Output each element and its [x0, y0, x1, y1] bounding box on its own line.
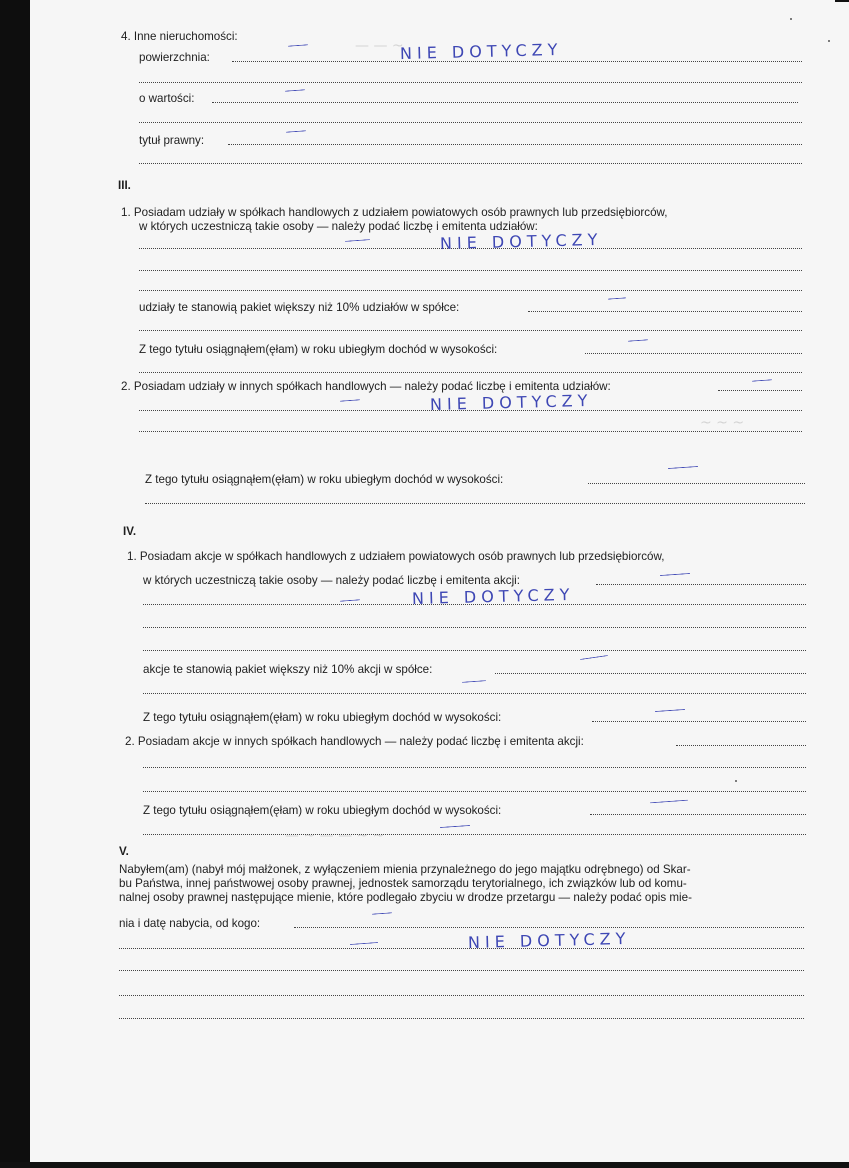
- scan-speck: [735, 780, 737, 782]
- handwritten-nie-dotyczy: NIE DOTYCZY: [429, 390, 593, 415]
- iv-q1-field[interactable]: [596, 584, 806, 585]
- handwritten-dash: [440, 825, 470, 828]
- iv-q1-share-field[interactable]: [495, 673, 806, 674]
- handwritten-dash: [350, 942, 378, 945]
- iv-q2-income-field-line2[interactable]: [143, 834, 806, 835]
- iii-q2-line1: 2. Posiadam udziały w innych spółkach handlowych — należy podać liczbę i emitenta udziałów:: [121, 380, 611, 393]
- handwritten-dash: [340, 599, 360, 601]
- handwritten-dash: [660, 573, 690, 576]
- iii-q2-income-field-line2[interactable]: [145, 503, 805, 504]
- item4-title-field-line2[interactable]: [139, 163, 802, 164]
- handwritten-nie-dotyczy: NIE DOTYCZY: [399, 39, 563, 64]
- iii-q1-field-line2[interactable]: [139, 270, 802, 271]
- v-field[interactable]: [294, 927, 804, 928]
- handwritten-dash: [462, 680, 486, 683]
- scan-binding-edge: [0, 0, 30, 1168]
- handwritten-nie-dotyczy: NIE DOTYCZY: [411, 584, 575, 609]
- iv-q2-field[interactable]: [676, 745, 806, 746]
- v-text-line2: bu Państwa, innej państwowej osoby prawnej, jednostek samorządu terytorialnego, ich związków lub od komu-: [119, 877, 687, 890]
- handwritten-dash: [288, 44, 308, 46]
- iii-q1-share-label: udziały te stanowią pakiet większy niż 10% udziałów w spółce:: [139, 301, 460, 314]
- item4-heading: 4. Inne nieruchomości:: [121, 30, 238, 43]
- scan-bottom-edge: [0, 1162, 849, 1168]
- item4-area-field[interactable]: [232, 61, 802, 62]
- bleed-through-mark: — ~ — — ~ ~: [285, 828, 385, 844]
- handwritten-dash: [628, 339, 648, 341]
- handwritten-dash: [608, 297, 626, 299]
- handwritten-dash: [580, 655, 608, 660]
- v-text-line3: nalnej osoby prawnej następujące mienie, które podlegało zbyciu w drodze przetargu — należy podać opis mie-: [119, 891, 692, 904]
- handwritten-dash: [340, 399, 360, 401]
- iv-q1-line2: w których uczestniczą takie osoby — należy podać liczbę i emitenta akcji:: [143, 574, 520, 587]
- iv-q1-line1: 1. Posiadam akcje w spółkach handlowych z udziałem powiatowych osób prawnych lub przedsiębiorców,: [127, 550, 665, 563]
- handwritten-dash: [285, 89, 305, 91]
- item4-area-label: powierzchnia:: [139, 51, 210, 64]
- iii-q2-income-label: Z tego tytułu osiągnąłem(ęłam) w roku ubiegłym dochód w wysokości:: [145, 473, 504, 486]
- iv-q2-income-label: Z tego tytułu osiągnąłem(ęłam) w roku ubiegłym dochód w wysokości:: [143, 804, 502, 817]
- iii-q1-line1: 1. Posiadam udziały w spółkach handlowych z udziałem powiatowych osób prawnych lub przedsiębiorców,: [121, 206, 668, 219]
- section-v-heading: V.: [119, 845, 129, 858]
- iii-q1-income-label: Z tego tytułu osiągnąłem(ęłam) w roku ubiegłym dochód w wysokości:: [139, 343, 498, 356]
- item4-value-field-line2[interactable]: [139, 122, 802, 123]
- iii-q2-income-field[interactable]: [588, 483, 805, 484]
- scan-speck: [828, 40, 830, 42]
- iii-q1-income-field[interactable]: [585, 353, 802, 354]
- section-iii-heading: III.: [118, 179, 131, 192]
- iv-q1-income-label: Z tego tytułu osiągnąłem(ęłam) w roku ubiegłym dochód w wysokości:: [143, 711, 502, 724]
- v-field-line5[interactable]: [119, 1018, 804, 1019]
- iii-q1-share-field[interactable]: [528, 311, 802, 312]
- handwritten-dash: [752, 379, 772, 381]
- item4-value-field[interactable]: [212, 102, 798, 103]
- iii-q1-line2: w których uczestniczą takie osoby — należy podać liczbę i emitenta udziałów:: [139, 220, 538, 233]
- handwritten-dash: [668, 466, 698, 469]
- bleed-through-mark: ~ ~ ~: [700, 415, 745, 431]
- iv-q1-share-label: akcje te stanowią pakiet większy niż 10% akcji w spółce:: [143, 663, 433, 676]
- iv-q1-field-line4[interactable]: [143, 650, 806, 651]
- item4-title-label: tytuł prawny:: [139, 134, 205, 147]
- iv-q1-income-field[interactable]: [592, 721, 806, 722]
- v-text-line4: nia i datę nabycia, od kogo:: [119, 917, 261, 930]
- handwritten-nie-dotyczy: NIE DOTYCZY: [467, 928, 631, 953]
- iv-q2-field-line3[interactable]: [143, 791, 806, 792]
- iii-q1-field-line3[interactable]: [139, 290, 802, 291]
- handwritten-nie-dotyczy: NIE DOTYCZY: [439, 229, 603, 254]
- iii-q2-field-line3[interactable]: [139, 431, 802, 432]
- bleed-through-mark: — — ~: [355, 38, 404, 54]
- v-field-line4[interactable]: [119, 995, 804, 996]
- v-text-line1: Nabyłem(am) (nabył mój małżonek, z wyłączeniem mienia przynależnego do jego majątku odrębnego) od Skar-: [119, 863, 691, 876]
- handwritten-dash: [372, 912, 392, 914]
- iii-q1-income-field-line2[interactable]: [139, 372, 802, 373]
- item4-title-field[interactable]: [228, 144, 802, 145]
- scan-speck: [790, 18, 792, 20]
- iv-q1-field-line3[interactable]: [143, 627, 806, 628]
- iv-q2-field-line2[interactable]: [143, 767, 806, 768]
- item4-value-label: o wartości:: [139, 92, 195, 105]
- handwritten-dash: [286, 130, 306, 132]
- scan-corner-mark: [835, 0, 849, 2]
- iii-q2-field[interactable]: [718, 390, 802, 391]
- handwritten-dash: [650, 800, 688, 804]
- section-iv-heading: IV.: [123, 525, 137, 538]
- iv-q2-line1: 2. Posiadam akcje w innych spółkach handlowych — należy podać liczbę i emitenta akcji:: [125, 735, 584, 748]
- item4-area-field-line2[interactable]: [139, 82, 802, 83]
- iv-q1-share-field-line2[interactable]: [143, 693, 806, 694]
- v-field-line3[interactable]: [119, 970, 804, 971]
- v-field-line2[interactable]: [119, 948, 804, 949]
- iii-q1-share-field-line2[interactable]: [139, 330, 802, 331]
- iv-q2-income-field[interactable]: [590, 814, 806, 815]
- handwritten-dash: [655, 709, 685, 712]
- handwritten-dash: [345, 239, 370, 242]
